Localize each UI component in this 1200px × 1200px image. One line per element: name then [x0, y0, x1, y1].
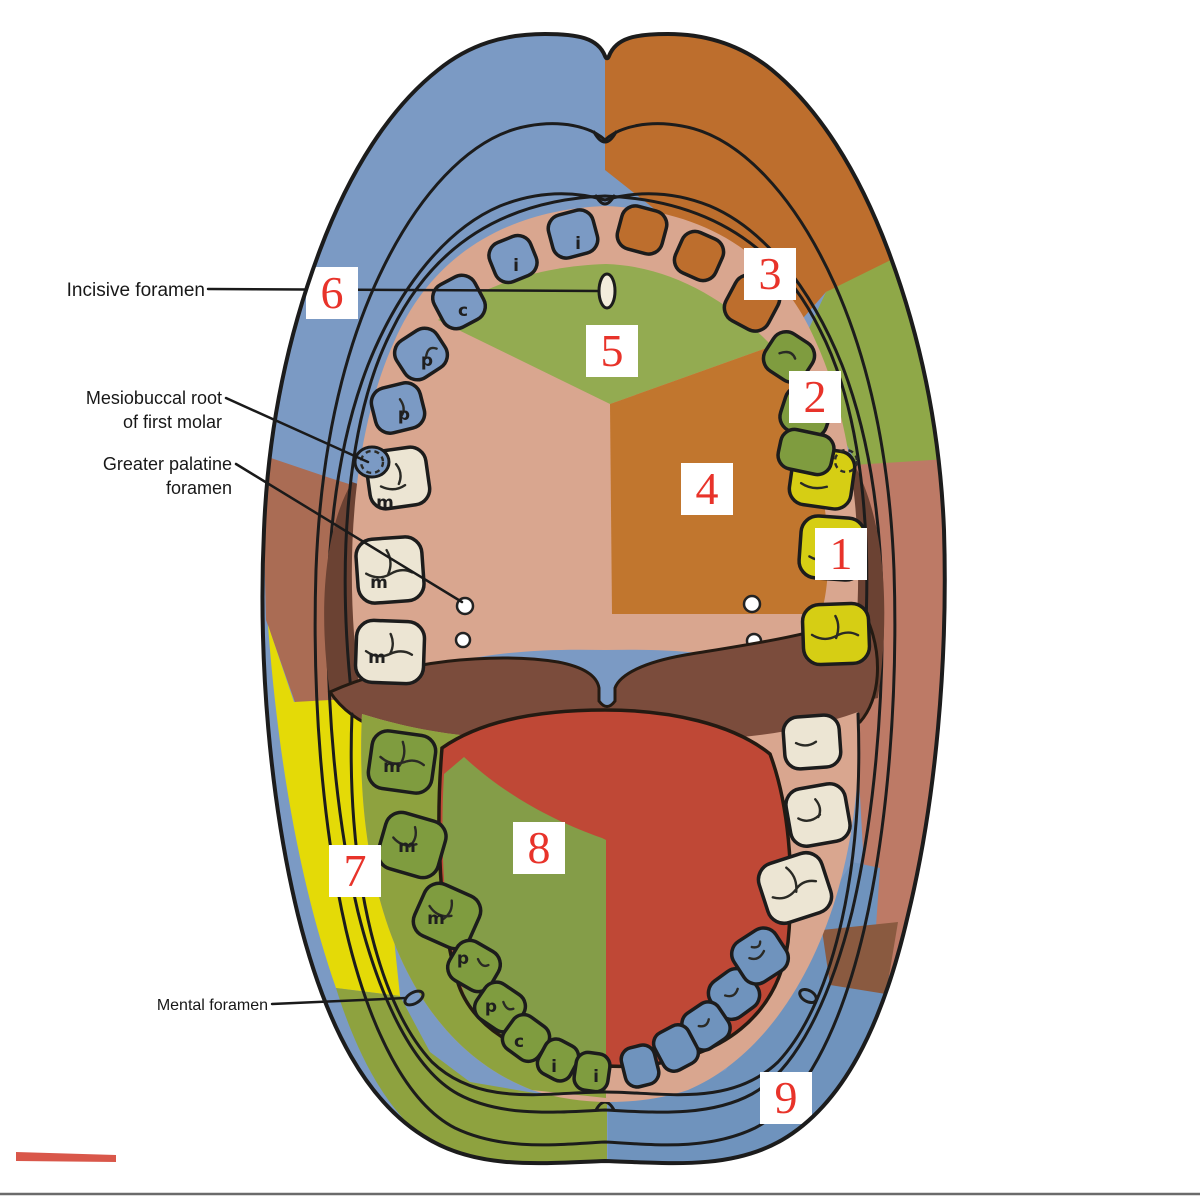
marker-6 [306, 267, 358, 319]
svg-text:4: 4 [695, 463, 719, 514]
tooth-ll-incisor-2 [573, 1051, 612, 1093]
tooth-label: m [383, 757, 401, 777]
marker-3 [744, 248, 796, 300]
tooth-label: m [370, 573, 388, 593]
tooth-label: p [397, 405, 411, 425]
tooth-label: p [484, 997, 498, 1017]
marker-1 [815, 528, 867, 580]
svg-text:2: 2 [803, 371, 827, 422]
tooth-label: p [420, 351, 434, 371]
tooth-label: i [551, 1057, 557, 1077]
marker-4 [681, 463, 733, 515]
svg-text:7: 7 [343, 845, 367, 896]
lesser-palatine-foramen-left [456, 633, 470, 647]
marker-5 [586, 325, 638, 377]
label-mental-foramen: Mental foramen [156, 997, 268, 1014]
marker-9 [760, 1072, 812, 1124]
svg-text:6: 6 [320, 267, 344, 318]
tooth-label: c [513, 1032, 525, 1052]
svg-text:5: 5 [600, 325, 624, 376]
label-mesiobuccal-root-line2: of first molar [122, 412, 222, 432]
svg-text:8: 8 [527, 822, 551, 873]
tooth-label: p [456, 949, 470, 969]
tooth-label: i [575, 234, 581, 254]
label-incisive-foramen: Incisive foramen [66, 280, 205, 301]
red-scan-mark [16, 1152, 116, 1162]
marker-8 [513, 822, 565, 874]
marker-7 [329, 845, 381, 897]
svg-text:1: 1 [829, 528, 853, 579]
greater-palatine-foramen-right [744, 596, 760, 612]
label-greater-palatine-line1: Greater palatine [102, 454, 232, 474]
tooth-label: m [427, 909, 445, 929]
svg-text:3: 3 [758, 248, 782, 299]
tooth-label: m [398, 837, 416, 857]
label-mesiobuccal-root-line1: Mesiobuccal root [85, 388, 222, 408]
tooth-label: m [376, 493, 394, 513]
svg-text:9: 9 [774, 1072, 798, 1123]
tooth-lr-molar-3 [782, 714, 841, 770]
incisive-foramen-opening [599, 274, 615, 308]
tooth-label: i [593, 1067, 599, 1087]
label-greater-palatine-line2: foramen [165, 478, 232, 498]
tooth-label: i [513, 256, 519, 276]
tooth-label: m [368, 648, 386, 668]
marker-2 [789, 371, 841, 423]
tooth-label: c [457, 301, 469, 321]
